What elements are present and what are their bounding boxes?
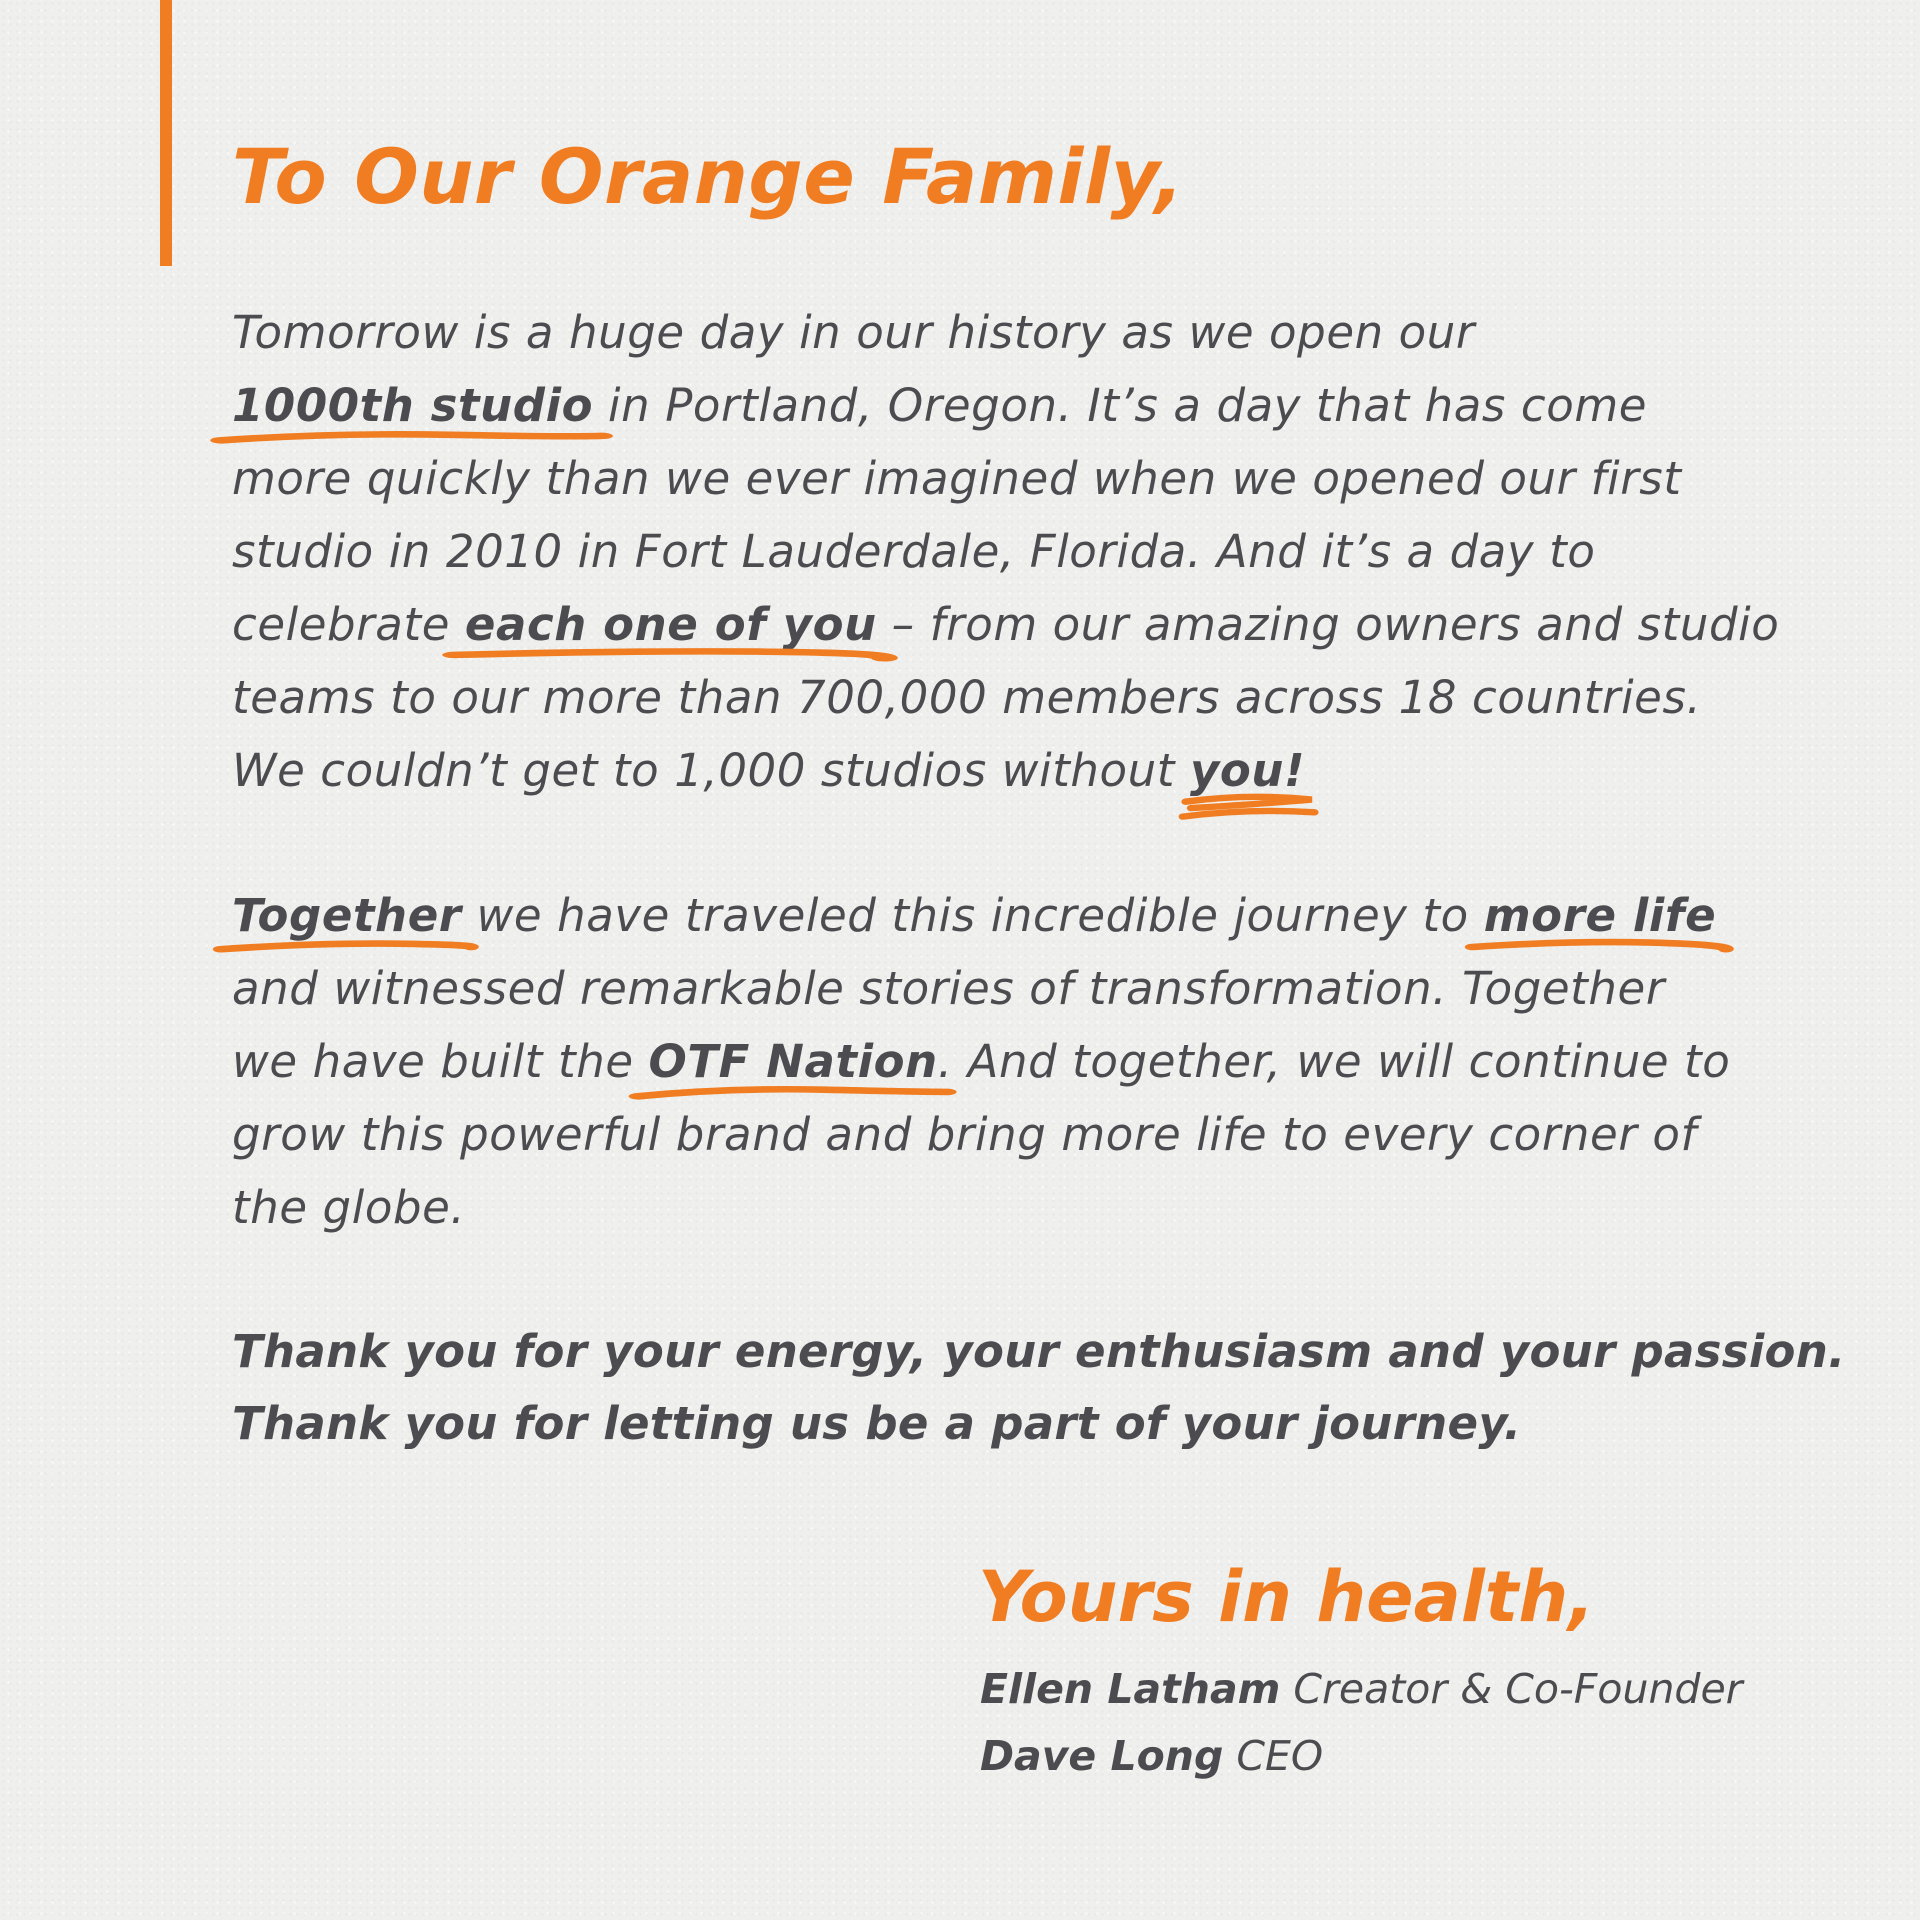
paragraph-1	[232, 296, 1779, 807]
greeting-heading: To Our Orange Family,	[232, 132, 1185, 221]
paragraph-1-line-4: studio in 2010 in Fort Lauderdale, Florida. And it’s a day to	[232, 525, 1596, 578]
thank-you-block	[232, 1316, 1846, 1460]
highlight-each-one-of-you	[465, 598, 877, 651]
signature-dave-long	[980, 1732, 1323, 1780]
underline-stroke	[218, 426, 605, 448]
highlight-text: each one of you	[464, 598, 877, 651]
closing-heading: Yours in health,	[978, 1556, 1595, 1638]
paragraph-2-line-3-pre: we have built the	[232, 1035, 649, 1088]
thank-you-line-2: Thank you for letting us be a part of your journey.	[232, 1397, 1522, 1450]
underline-stroke	[451, 645, 889, 667]
signer-name: Ellen Latham	[980, 1665, 1281, 1713]
paragraph-1-line-2	[232, 369, 1779, 442]
underline-stroke	[218, 936, 474, 958]
paragraph-1-line-3: more quickly than we ever imagined when we opened our first	[232, 452, 1682, 505]
underline-stroke	[1470, 936, 1729, 958]
paragraph-1-line-5-text: – from our amazing owners and studio	[876, 598, 1780, 651]
paragraph-2-line-5: the globe.	[232, 1181, 466, 1234]
paragraph-2	[232, 879, 1730, 1244]
highlight-more-life	[1484, 889, 1717, 942]
highlight-text: OTF Nation	[648, 1035, 938, 1088]
highlight-text: 1000th studio	[232, 379, 594, 432]
paragraph-1-line-6: teams to our more than 700,000 members across 18 countries.	[232, 671, 1702, 724]
paragraph-1-line-5-pre: celebrate	[232, 598, 465, 651]
double-underline-stroke	[1180, 791, 1317, 823]
paragraph-1-line-5	[232, 588, 1779, 661]
underline-stroke	[635, 1082, 950, 1104]
paragraph-1-line-7	[232, 734, 1779, 807]
paragraph-2-line-1	[232, 879, 1730, 952]
signer-title: CEO	[1223, 1732, 1324, 1780]
paragraph-2-line-3-text: . And together, we will continue to	[937, 1035, 1731, 1088]
signature-ellen-latham	[980, 1665, 1743, 1713]
highlight-text: more life	[1483, 889, 1717, 942]
highlight-text: you!	[1189, 744, 1306, 797]
paragraph-2-line-4: grow this powerful brand and bring more life to every corner of	[232, 1108, 1697, 1161]
highlight-together	[232, 889, 462, 942]
signer-title: Creator & Co-Founder	[1280, 1665, 1743, 1713]
paragraph-1-line-2-text: in Portland, Oregon. It’s a day that has come	[593, 379, 1648, 432]
accent-bar	[160, 0, 172, 266]
paragraph-1-line-1: Tomorrow is a huge day in our history as we open our	[232, 306, 1476, 359]
paragraph-2-line-2: and witnessed remarkable stories of transformation. Together	[232, 962, 1665, 1015]
paragraph-1-line-7-pre: We couldn’t get to 1,000 studios without	[232, 744, 1190, 797]
highlight-otf-nation	[649, 1035, 938, 1088]
highlight-text: Together	[232, 889, 462, 942]
signer-name: Dave Long	[980, 1732, 1224, 1780]
highlight-1000th-studio	[232, 379, 593, 432]
highlight-you	[1190, 744, 1305, 797]
paragraph-2-line-3	[232, 1025, 1730, 1098]
paragraph-2-line-1-mid: we have traveled this incredible journey to	[461, 889, 1484, 942]
thank-you-line-1: Thank you for your energy, your enthusiasm and your passion.	[232, 1325, 1846, 1378]
